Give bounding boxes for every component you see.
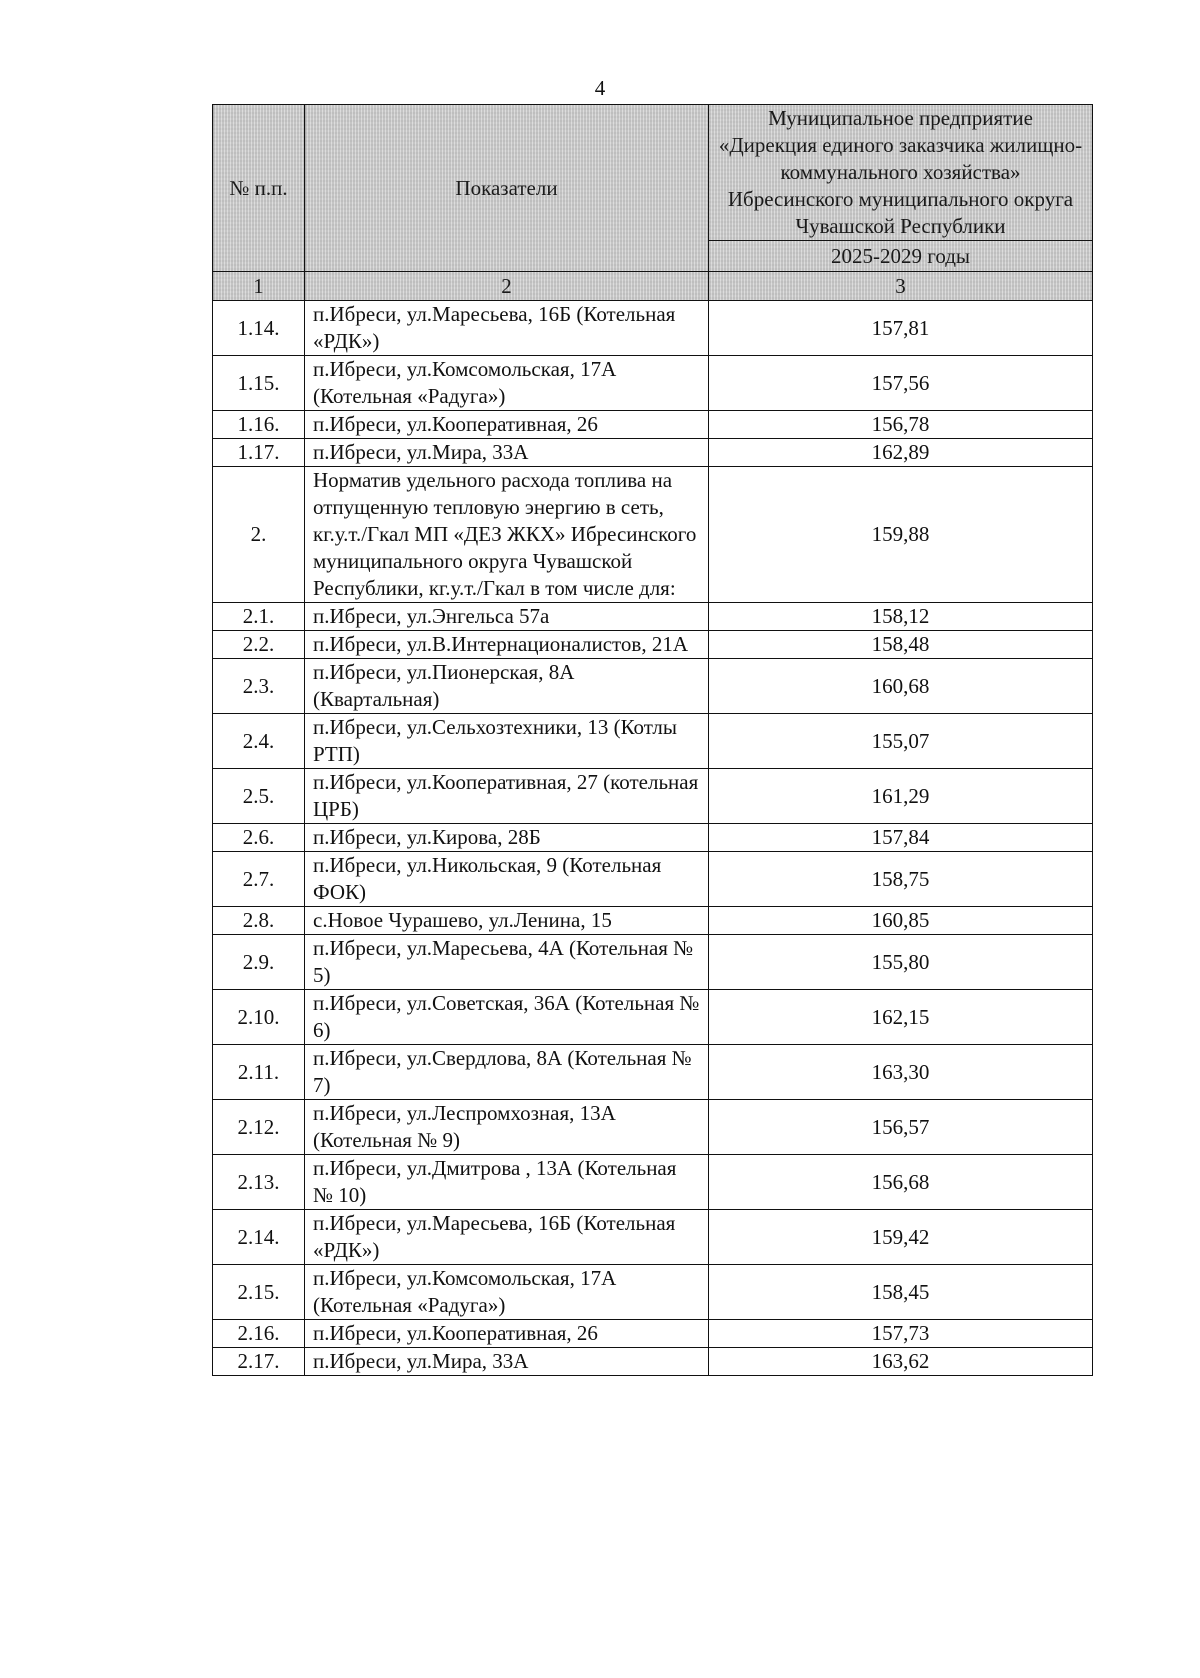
row-value: 156,68 xyxy=(709,1155,1093,1210)
row-value: 159,42 xyxy=(709,1210,1093,1265)
row-value: 163,30 xyxy=(709,1045,1093,1100)
row-number: 1.16. xyxy=(213,411,305,439)
row-value: 157,84 xyxy=(709,824,1093,852)
row-indicator: п.Ибреси, ул.Сельхозтехники, 13 (Котлы РТП) xyxy=(305,714,709,769)
row-number: 2.16. xyxy=(213,1320,305,1348)
row-indicator: п.Ибреси, ул.Комсомольская, 17А (Котельная «Радуга») xyxy=(305,356,709,411)
row-number: 1.15. xyxy=(213,356,305,411)
table-row xyxy=(213,439,1093,467)
row-indicator: п.Ибреси, ул.Леспромхозная, 13А (Котельная № 9) xyxy=(305,1100,709,1155)
row-value: 157,81 xyxy=(709,301,1093,356)
header-num: № п.п. xyxy=(213,105,305,272)
row-indicator: п.Ибреси, ул.Маресьева, 16Б (Котельная «РДК») xyxy=(305,301,709,356)
row-number: 2.11. xyxy=(213,1045,305,1100)
row-value: 158,75 xyxy=(709,852,1093,907)
table-header xyxy=(213,105,1093,301)
row-number: 2.17. xyxy=(213,1348,305,1376)
row-value: 162,89 xyxy=(709,439,1093,467)
page-number: 4 xyxy=(594,76,606,100)
row-value: 160,85 xyxy=(709,907,1093,935)
row-number: 2. xyxy=(213,467,305,603)
header-index-2: 2 xyxy=(305,272,709,301)
row-number: 2.4. xyxy=(213,714,305,769)
row-indicator: п.Ибреси, ул.Советская, 36А (Котельная № 6) xyxy=(305,990,709,1045)
table-row xyxy=(213,907,1093,935)
row-number: 2.14. xyxy=(213,1210,305,1265)
table-row xyxy=(213,714,1093,769)
row-indicator: с.Новое Чурашево, ул.Ленина, 15 xyxy=(305,907,709,935)
row-indicator: п.Ибреси, ул.Кооперативная, 26 xyxy=(305,411,709,439)
row-value: 157,73 xyxy=(709,1320,1093,1348)
row-indicator: п.Ибреси, ул.Маресьева, 4А (Котельная № 5) xyxy=(305,935,709,990)
row-indicator: п.Ибреси, ул.Свердлова, 8А (Котельная № 7) xyxy=(305,1045,709,1100)
row-value: 159,88 xyxy=(709,467,1093,603)
row-number: 2.15. xyxy=(213,1265,305,1320)
row-indicator: п.Ибреси, ул.В.Интернационалистов, 21А xyxy=(305,631,709,659)
row-indicator: п.Ибреси, ул.Пионерская, 8А (Квартальная) xyxy=(305,659,709,714)
row-number: 2.1. xyxy=(213,603,305,631)
row-value: 157,56 xyxy=(709,356,1093,411)
row-number: 2.2. xyxy=(213,631,305,659)
table-row xyxy=(213,1320,1093,1348)
row-number: 2.7. xyxy=(213,852,305,907)
table-row xyxy=(213,1100,1093,1155)
row-indicator: п.Ибреси, ул.Маресьева, 16Б (Котельная «РДК») xyxy=(305,1210,709,1265)
row-value: 158,48 xyxy=(709,631,1093,659)
row-number: 2.12. xyxy=(213,1100,305,1155)
row-number: 2.10. xyxy=(213,990,305,1045)
table-row xyxy=(213,1155,1093,1210)
row-number: 1.14. xyxy=(213,301,305,356)
header-years: 2025-2029 годы xyxy=(709,241,1093,272)
row-value: 163,62 xyxy=(709,1348,1093,1376)
header-index-3: 3 xyxy=(709,272,1093,301)
row-indicator: п.Ибреси, ул.Никольская, 9 (Котельная ФОК) xyxy=(305,852,709,907)
row-indicator: п.Ибреси, ул.Кирова, 28Б xyxy=(305,824,709,852)
row-value: 162,15 xyxy=(709,990,1093,1045)
row-indicator: п.Ибреси, ул.Дмитрова , 13А (Котельная № 10) xyxy=(305,1155,709,1210)
row-indicator: п.Ибреси, ул.Комсомольская, 17А (Котельная «Радуга») xyxy=(305,1265,709,1320)
row-number: 2.5. xyxy=(213,769,305,824)
header-index-1: 1 xyxy=(213,272,305,301)
table-row xyxy=(213,1348,1093,1376)
row-value: 156,78 xyxy=(709,411,1093,439)
row-value: 155,80 xyxy=(709,935,1093,990)
row-value: 158,45 xyxy=(709,1265,1093,1320)
row-value: 158,12 xyxy=(709,603,1093,631)
table-row xyxy=(213,935,1093,990)
row-value: 155,07 xyxy=(709,714,1093,769)
row-indicator: п.Ибреси, ул.Кооперативная, 27 (котельная ЦРБ) xyxy=(305,769,709,824)
row-number: 2.6. xyxy=(213,824,305,852)
row-value: 156,57 xyxy=(709,1100,1093,1155)
table-row xyxy=(213,603,1093,631)
table-row xyxy=(213,1045,1093,1100)
table-row xyxy=(213,990,1093,1045)
table-row xyxy=(213,1265,1093,1320)
row-indicator: Норматив удельного расхода топлива на отпущенную тепловую энергию в сеть, кг.у.т./Гкал МП «ДЕЗ ЖКХ» Ибресинского муниципального округа Чувашской Республики, кг.у.т./Гкал в том числе для: xyxy=(305,467,709,603)
row-number: 2.9. xyxy=(213,935,305,990)
table-body xyxy=(213,301,1093,1376)
row-indicator: п.Ибреси, ул.Мира, 33А xyxy=(305,439,709,467)
table-row xyxy=(213,356,1093,411)
table-row xyxy=(213,467,1093,603)
row-value: 161,29 xyxy=(709,769,1093,824)
table-row xyxy=(213,769,1093,824)
table-row xyxy=(213,824,1093,852)
row-indicator: п.Ибреси, ул.Мира, 33А xyxy=(305,1348,709,1376)
table-row xyxy=(213,631,1093,659)
row-number: 2.13. xyxy=(213,1155,305,1210)
norms-table xyxy=(212,104,1093,1376)
row-indicator: п.Ибреси, ул.Кооперативная, 26 xyxy=(305,1320,709,1348)
row-number: 2.8. xyxy=(213,907,305,935)
row-indicator: п.Ибреси, ул.Энгельса 57а xyxy=(305,603,709,631)
table-row xyxy=(213,301,1093,356)
row-number: 2.3. xyxy=(213,659,305,714)
table-row xyxy=(213,852,1093,907)
header-organization: Муниципальное предприятие «Дирекция единого заказчика жилищно-коммунального хозяйства» Ибресинского муниципального округа Чувашской Республики xyxy=(709,105,1093,241)
table-row xyxy=(213,659,1093,714)
row-value: 160,68 xyxy=(709,659,1093,714)
table-row xyxy=(213,1210,1093,1265)
header-indicators: Показатели xyxy=(305,105,709,272)
row-number: 1.17. xyxy=(213,439,305,467)
table-row xyxy=(213,411,1093,439)
